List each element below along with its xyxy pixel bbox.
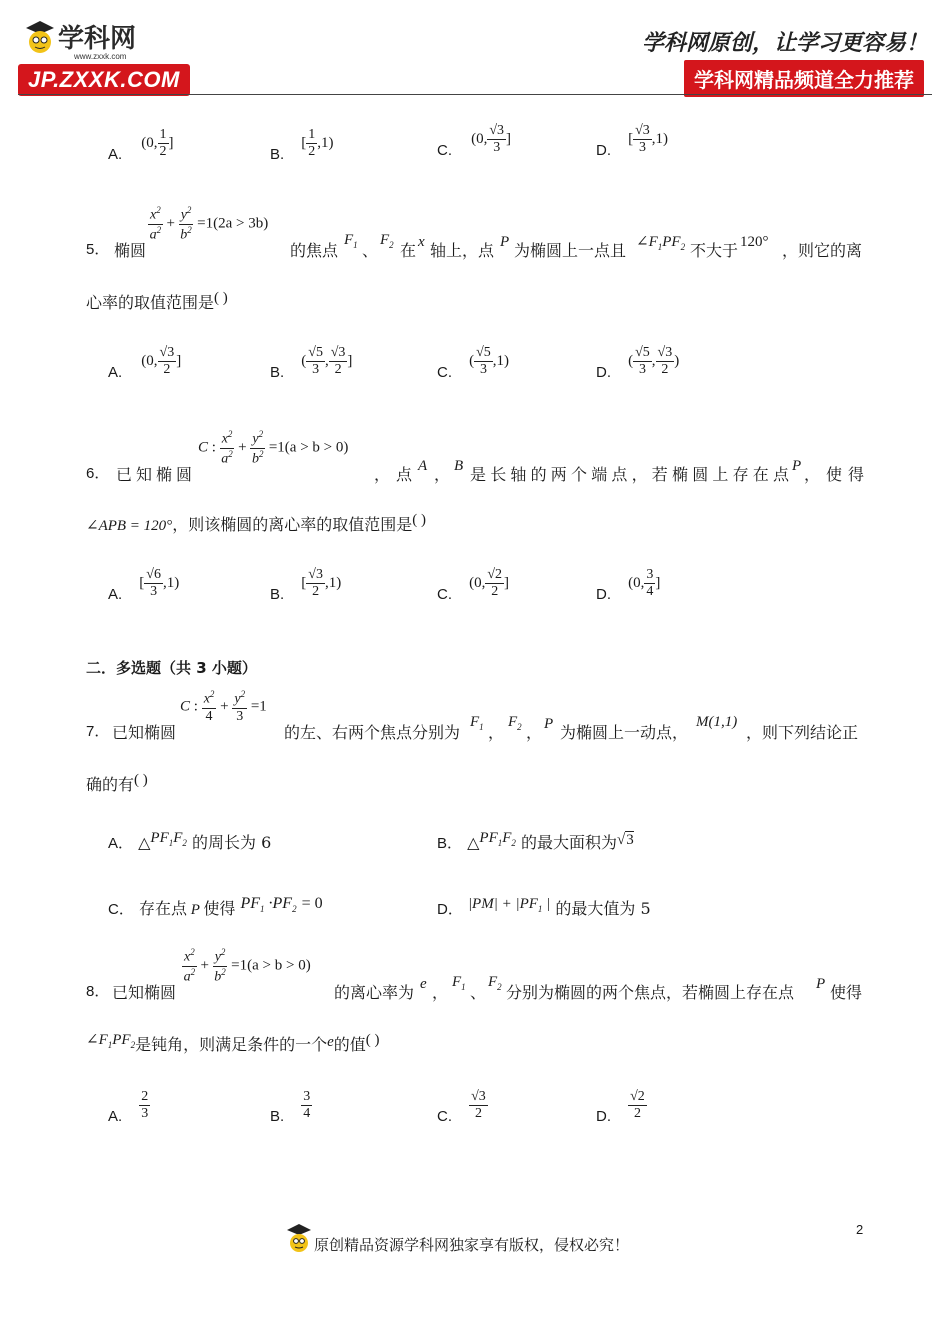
equation-rhs: =1(a > b > 0) bbox=[231, 957, 311, 974]
p-symbol: P bbox=[500, 234, 510, 250]
frac-den: 3 bbox=[493, 140, 501, 155]
option-letter: A. bbox=[108, 1107, 123, 1125]
a-symbol: A bbox=[418, 458, 428, 474]
frac-num: √5 bbox=[476, 345, 491, 360]
option-letter: C. bbox=[437, 363, 452, 381]
triangle-pf1f2: $PF_1F_2$ bbox=[150, 830, 187, 848]
option-expr bbox=[139, 567, 180, 599]
q8-option-c[interactable] bbox=[437, 1089, 488, 1125]
frac-den: 2 bbox=[163, 362, 171, 377]
p-symbol: P bbox=[816, 976, 826, 992]
frac-num: √5 bbox=[635, 345, 650, 360]
frac-den: 3 bbox=[638, 140, 646, 155]
f2-symbol: $F_2$ bbox=[488, 974, 502, 992]
option-expr bbox=[141, 127, 174, 159]
q8-stem-line2 bbox=[86, 1032, 380, 1056]
option-expr bbox=[141, 345, 182, 377]
angle-apb: ∠APB = 120° bbox=[86, 518, 173, 534]
expr-prefix: ( bbox=[301, 352, 307, 369]
expr-sep: , bbox=[651, 352, 656, 369]
expr-suffix: ) bbox=[674, 352, 680, 369]
footer-mascot-icon bbox=[284, 1222, 314, 1258]
option-expr bbox=[469, 1089, 488, 1121]
footer-copyright: 原创精品资源学科网独家享有版权，侵权必究！ bbox=[314, 1236, 630, 1254]
option-expr bbox=[471, 123, 512, 155]
angle-f1pf2: $\angle F_1PF_2$ bbox=[86, 1032, 136, 1050]
expr-prefix: (0, bbox=[141, 134, 158, 151]
expr-prefix: [ bbox=[139, 574, 145, 591]
q4-option-d[interactable] bbox=[596, 123, 669, 159]
option-expr bbox=[301, 345, 353, 377]
option-expr bbox=[301, 127, 334, 159]
expr-prefix: [ bbox=[301, 134, 307, 151]
frac-den: 2 bbox=[334, 362, 342, 377]
frac-num: √3 bbox=[159, 345, 175, 360]
stem-text: ，使得 bbox=[804, 465, 871, 484]
frac-den: 2 bbox=[159, 144, 167, 159]
expr-prefix: (0, bbox=[469, 574, 486, 591]
option-letter: C. bbox=[437, 141, 452, 159]
header-rule bbox=[18, 94, 932, 95]
promo-banner[interactable]: 学科网精品频道全力推荐 bbox=[684, 60, 924, 97]
option-expr bbox=[139, 1089, 150, 1121]
question-number: 6． bbox=[86, 465, 110, 482]
brand-url: www.zxxk.com bbox=[74, 52, 127, 61]
q4-option-a[interactable] bbox=[108, 127, 174, 163]
frac-den: 3 bbox=[150, 584, 158, 599]
stem-text: 确的有 bbox=[86, 775, 135, 794]
expr-suffix: ] bbox=[504, 574, 510, 591]
stem-text: 的离心率为 bbox=[334, 983, 415, 1002]
point-m: M(1,1) bbox=[696, 714, 738, 730]
equation-rhs: =1(2a > 3b) bbox=[197, 215, 269, 232]
option-letter: D． bbox=[437, 901, 463, 918]
triangle-icon: △ bbox=[138, 833, 151, 852]
sqrt3-value: √3 bbox=[617, 832, 634, 848]
frac-num: √3 bbox=[635, 123, 650, 138]
expr-suffix: ,1) bbox=[317, 134, 334, 151]
sum-expr: |PM| + |PF bbox=[467, 896, 538, 912]
f1-symbol: $F_1$ bbox=[452, 974, 466, 992]
q7-stem-line1 bbox=[86, 690, 876, 740]
q7-option-d[interactable] bbox=[437, 896, 651, 920]
stem-text: ， bbox=[432, 983, 449, 1002]
expr-suffix: ,1) bbox=[324, 574, 342, 591]
option-letter: D. bbox=[596, 141, 611, 159]
question-number: 8． bbox=[86, 983, 110, 1000]
q8-option-b[interactable] bbox=[270, 1089, 312, 1125]
answer-paren: ( ) bbox=[214, 290, 228, 306]
option-expr bbox=[301, 567, 342, 599]
option-letter: C． bbox=[108, 901, 134, 918]
stem-text: 、 bbox=[362, 241, 379, 260]
f2-symbol: $F_2$ bbox=[508, 714, 522, 732]
frac-den: 4 bbox=[646, 584, 654, 599]
frac-den: 2 bbox=[633, 1106, 641, 1121]
q6-stem-line2 bbox=[86, 512, 426, 535]
option-letter: B. bbox=[270, 1107, 285, 1125]
expr-prefix: (0, bbox=[471, 130, 488, 147]
angle-value: 120° bbox=[740, 234, 769, 250]
option-letter: A. bbox=[108, 363, 123, 381]
stem-text: 分别为椭圆的两个焦点，若椭圆上存在点 bbox=[506, 983, 795, 1002]
stem-text: 使得 bbox=[830, 983, 863, 1002]
frac-den: 2 bbox=[308, 144, 316, 159]
q7-stem-line2 bbox=[86, 772, 148, 795]
option-letter: D. bbox=[596, 585, 611, 603]
option-letter: A． bbox=[108, 835, 134, 852]
expr-prefix: ( bbox=[628, 352, 634, 369]
frac-num: √3 bbox=[308, 567, 323, 582]
stem-text: ， bbox=[488, 723, 505, 742]
b-symbol: B bbox=[454, 458, 464, 474]
stem-text: ，则该椭圆的离心率的取值范围是 bbox=[172, 515, 413, 534]
expr-sep: , bbox=[324, 352, 329, 369]
stem-text: 为椭圆上一动点， bbox=[560, 723, 689, 742]
expr-suffix: ] bbox=[655, 574, 661, 591]
answer-paren: ( ) bbox=[365, 1032, 380, 1048]
q6-option-a[interactable] bbox=[108, 567, 180, 603]
frac-den: 3 bbox=[312, 362, 320, 377]
expr-suffix: ] bbox=[176, 352, 182, 369]
stem-text: 轴上，点 bbox=[430, 241, 495, 260]
q5-option-a[interactable] bbox=[108, 345, 182, 381]
equation-rhs: = 0 bbox=[301, 895, 323, 912]
frac-den: 2 bbox=[661, 362, 669, 377]
f1-symbol: $F_1$ bbox=[344, 232, 358, 250]
triangle-pf1f2: $PF_1F_2$ bbox=[479, 830, 516, 848]
expr-prefix: (0, bbox=[628, 574, 645, 591]
frac-den: 2 bbox=[312, 584, 320, 599]
q7-option-a[interactable] bbox=[108, 830, 271, 854]
option-letter: D. bbox=[596, 1107, 611, 1125]
q7-option-c[interactable] bbox=[108, 896, 323, 920]
stem-text: 椭圆 bbox=[114, 241, 147, 260]
frac-num: 3 bbox=[303, 1089, 311, 1104]
expr-suffix: ,1) bbox=[162, 574, 180, 591]
frac-num: 1 bbox=[308, 127, 316, 142]
stem-text: ，点 bbox=[374, 465, 419, 484]
stem-text: 的焦点 bbox=[290, 241, 339, 260]
expr-suffix: ] bbox=[506, 130, 512, 147]
stem-text: ， bbox=[434, 465, 451, 484]
answer-paren: ( ) bbox=[412, 512, 426, 528]
equation-rhs: =1 bbox=[250, 698, 267, 715]
vector-product: $PF_1 \cdot PF_2$ bbox=[240, 895, 297, 915]
f1-symbol: $F_1$ bbox=[470, 714, 484, 732]
frac-den: 3 bbox=[141, 1106, 149, 1121]
frac-den: 3 bbox=[638, 362, 646, 377]
frac-num: √3 bbox=[330, 345, 346, 360]
stem-text: 不大于 bbox=[690, 241, 739, 260]
q6-option-d[interactable] bbox=[596, 567, 661, 603]
option-text: 使得 bbox=[203, 899, 236, 918]
frac-num: √3 bbox=[657, 345, 673, 360]
frac-num: √6 bbox=[146, 567, 161, 582]
q5-option-b[interactable] bbox=[270, 345, 353, 381]
q4-option-c[interactable] bbox=[437, 123, 512, 159]
e-symbol: e bbox=[420, 976, 427, 992]
expr-suffix: ] bbox=[168, 134, 174, 151]
option-letter: C. bbox=[437, 585, 452, 603]
stem-text: 在 bbox=[400, 241, 417, 260]
stem-text: ， bbox=[526, 723, 543, 742]
q6-option-c[interactable] bbox=[437, 567, 510, 603]
stem-text: 是长轴的两个端点，若椭圆上存在点 bbox=[470, 465, 794, 484]
ellipse-equation: C : $\frac{x^2}{4}$ + $\frac{y^2}{3}$ =1 bbox=[180, 689, 267, 724]
frac-den: 4 bbox=[303, 1106, 311, 1121]
frac-num: √2 bbox=[630, 1089, 645, 1104]
option-expr bbox=[469, 345, 510, 377]
answer-paren: ( ) bbox=[134, 772, 148, 788]
header-slogan: 学科网原创，让学习更容易！ bbox=[642, 30, 929, 56]
stem-text: ，则下列结论正 bbox=[746, 723, 859, 742]
option-letter: C. bbox=[437, 1107, 452, 1125]
q6-option-b[interactable] bbox=[270, 567, 342, 603]
q8-option-d[interactable] bbox=[596, 1089, 647, 1125]
ellipse-equation: C : $\frac{x^2}{a^2}$ + $\frac{y^2}{b^2}$ =1(a > b > 0) bbox=[198, 429, 349, 467]
f2-symbol: $F_2$ bbox=[380, 232, 394, 250]
question-number: 7． bbox=[86, 723, 110, 740]
frac-num: √2 bbox=[487, 567, 503, 582]
e-symbol: e bbox=[327, 1034, 334, 1050]
frac-den: 2 bbox=[491, 584, 499, 599]
frac-num: √5 bbox=[308, 345, 323, 360]
question-number: 5． bbox=[86, 241, 110, 258]
q6-stem-line1 bbox=[86, 429, 876, 484]
q4-option-b[interactable] bbox=[270, 127, 334, 163]
stem-text: 为椭圆上一点且 bbox=[514, 241, 627, 260]
expr-prefix: [ bbox=[628, 130, 634, 147]
equation-rhs: =1(a > b > 0) bbox=[268, 439, 349, 456]
frac-num: √3 bbox=[489, 123, 505, 138]
frac-den: 3 bbox=[479, 362, 487, 377]
page-number: 2 bbox=[856, 1222, 864, 1237]
option-text: 存在点 bbox=[138, 899, 187, 918]
option-expr bbox=[469, 567, 510, 599]
ellipse-equation: $\frac{x^2}{a^2}$ + $\frac{y^2}{b^2}$ =1(a > b > 0) bbox=[183, 947, 311, 985]
expr-prefix: [ bbox=[301, 574, 307, 591]
expr-suffix: ] bbox=[347, 352, 353, 369]
section-title: 二．多选题（共 3 小题） bbox=[86, 659, 257, 677]
frac-num: √3 bbox=[471, 1089, 486, 1104]
expr-suffix: ,1) bbox=[651, 130, 669, 147]
pm-pf1-sum: $|PM| + |PF_1$ | bbox=[467, 896, 551, 914]
option-text: 的周长为 6 bbox=[192, 833, 272, 852]
angle-f1pf2: $\angle F_1PF_2$ bbox=[636, 234, 686, 252]
brand-badge[interactable]: JP.ZXXK.COM bbox=[18, 64, 190, 96]
p-symbol: P bbox=[792, 458, 802, 474]
frac-num: 3 bbox=[646, 567, 654, 582]
frac-den: 2 bbox=[474, 1106, 482, 1121]
ellipse-equation: $\frac{x^2}{a^2}$ + $\frac{y^2}{b^2}$ =1(2a > 3b) bbox=[149, 205, 269, 243]
option-text: 的最大值为 5 bbox=[555, 899, 651, 918]
q5-option-d[interactable] bbox=[596, 345, 680, 381]
brand-name: 学科网 bbox=[58, 24, 137, 54]
stem-text: 心率的取值范围是 bbox=[86, 293, 215, 312]
option-expr bbox=[628, 567, 661, 599]
frac-num: 1 bbox=[159, 127, 167, 142]
option-letter: D. bbox=[596, 363, 611, 381]
option-expr bbox=[628, 123, 669, 155]
option-letter: B. bbox=[270, 363, 285, 381]
option-expr bbox=[628, 1089, 647, 1121]
q5-stem-line2 bbox=[86, 290, 228, 313]
option-letter: A. bbox=[108, 585, 123, 603]
stem-text: 、 bbox=[470, 983, 487, 1002]
stem-text: 的值 bbox=[333, 1035, 366, 1054]
triangle-icon: △ bbox=[467, 833, 480, 852]
option-text: 的最大面积为 bbox=[521, 833, 618, 852]
stem-text: 已知椭圆 bbox=[112, 983, 177, 1002]
stem-text: 已知椭圆 bbox=[112, 723, 177, 742]
p-symbol: P bbox=[186, 902, 204, 918]
option-letter: B. bbox=[270, 145, 285, 163]
expr-prefix: ( bbox=[469, 352, 475, 369]
stem-text: 已知椭圆 bbox=[116, 465, 197, 484]
q7-option-b[interactable] bbox=[437, 830, 634, 854]
expr-suffix: ,1) bbox=[492, 352, 510, 369]
expr-prefix: (0, bbox=[141, 352, 158, 369]
option-letter: B. bbox=[270, 585, 285, 603]
stem-text: 的左、右两个焦点分别为 bbox=[284, 723, 461, 742]
q5-stem-line1 bbox=[86, 205, 876, 260]
q8-option-a[interactable] bbox=[108, 1089, 150, 1125]
brand-mascot-icon bbox=[22, 18, 58, 60]
stem-text: 是钝角，则满足条件的一个 bbox=[135, 1035, 328, 1054]
q8-stem-line1 bbox=[86, 947, 876, 1002]
frac-num: 2 bbox=[141, 1089, 149, 1104]
option-expr bbox=[628, 345, 680, 377]
q5-option-c[interactable] bbox=[437, 345, 510, 381]
option-letter: A. bbox=[108, 145, 123, 163]
option-letter: B． bbox=[437, 835, 463, 852]
x-symbol: x bbox=[418, 234, 425, 250]
p-symbol: P bbox=[544, 716, 554, 732]
stem-text: ，则它的离 bbox=[782, 241, 863, 260]
option-expr bbox=[301, 1089, 312, 1121]
